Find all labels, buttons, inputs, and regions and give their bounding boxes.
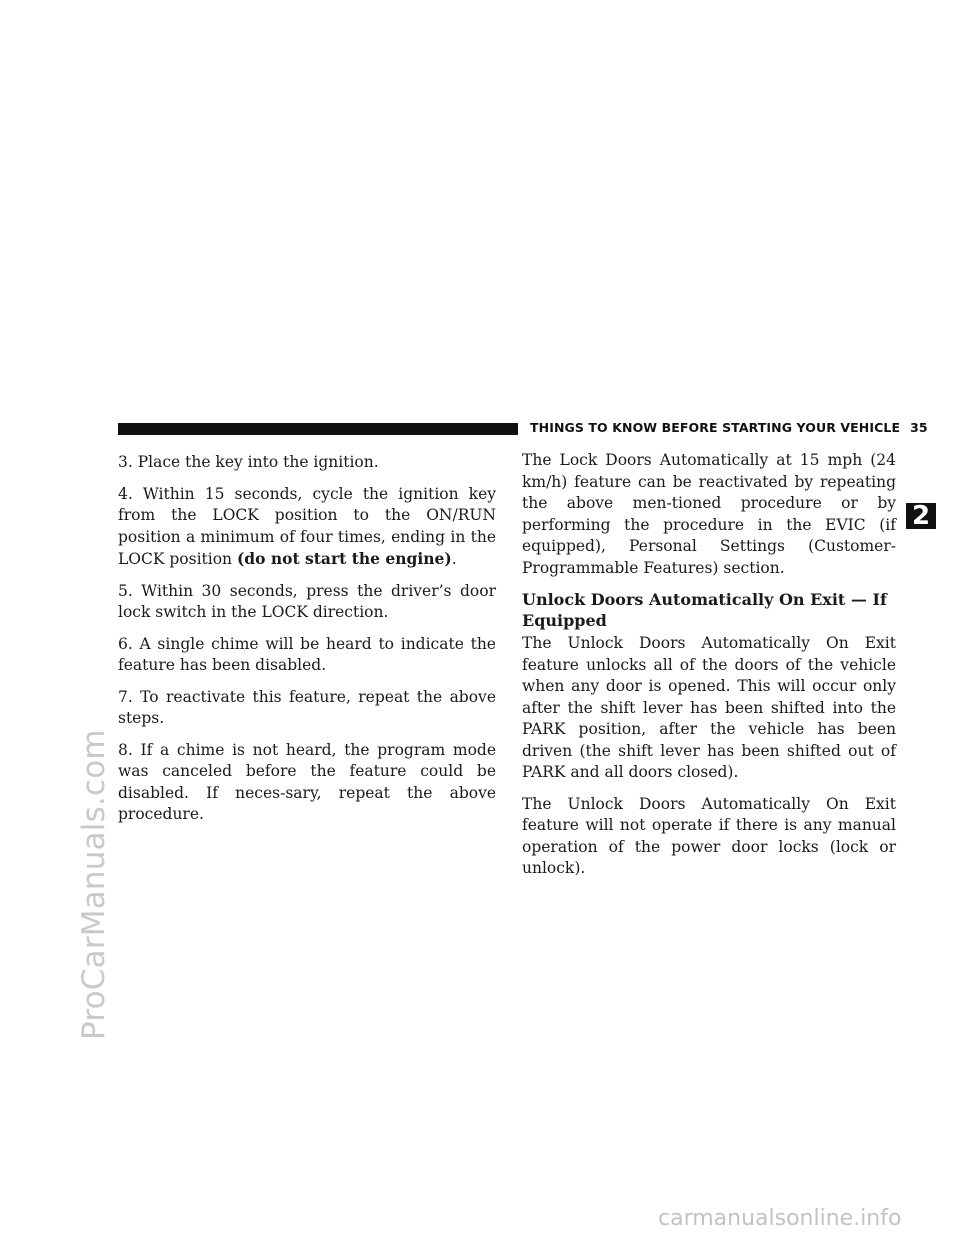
step-5: 5. Within 30 seconds, press the driver’s door lock switch in the LOCK direction.: [118, 581, 496, 621]
left-column: [118, 452, 496, 836]
step-4-text: 4. Within 15 seconds, cycle the ignition key from the LOCK position to the ON/RUN position a minimum of four times, ending in the LOCK position: [118, 484, 496, 568]
running-header: [530, 420, 928, 435]
chapter-tab: 2: [906, 503, 936, 529]
step-7: 7. To reactivate this feature, repeat the above steps.: [118, 687, 496, 727]
step-6: 6. A single chime will be heard to indicate the feature has been disabled.: [118, 634, 496, 674]
step-8: 8. If a chime is not heard, the program mode was canceled before the feature could be disabled. If neces-sary, repeat the above procedure.: [118, 740, 496, 823]
watermark-procarmanuals: ProCarManuals.com: [76, 729, 112, 1040]
step-4-bold: (do not start the engine): [236, 549, 452, 568]
watermark-carmanualsonline: carmanualsonline.info: [658, 1206, 902, 1231]
unlock-feature-paragraph: The Unlock Doors Automatically On Exit feature unlocks all of the doors of the vehicle when any door is opened. This will occur only after the shift lever has been shifted into the PARK position, after the vehicle has been driven (the shift lever has been shifted out of PARK and all doors closed).: [522, 634, 896, 781]
header-rule-bar: [118, 423, 518, 435]
page-number: 35: [910, 420, 928, 435]
reactivation-paragraph: The Lock Doors Automatically at 15 mph (24 km/h) feature can be reactivated by repeating the above men-tioned procedure or by performing the procedure in the EVIC (if equipped), Personal Settings (Customer-Programmable Features) section.: [522, 451, 896, 577]
step-3: 3. Place the key into the ignition.: [118, 453, 379, 471]
header-title: THINGS TO KNOW BEFORE STARTING YOUR VEHICLE: [530, 420, 901, 435]
step-4-end: .: [451, 550, 457, 568]
section-subheading: Unlock Doors Automatically On Exit — If Equipped: [522, 590, 887, 630]
step-4: [118, 484, 496, 571]
right-column: [522, 450, 896, 890]
unlock-limitation-paragraph: The Unlock Doors Automatically On Exit feature will not operate if there is any manual operation of the power door locks (lock or unlock).: [522, 794, 896, 877]
